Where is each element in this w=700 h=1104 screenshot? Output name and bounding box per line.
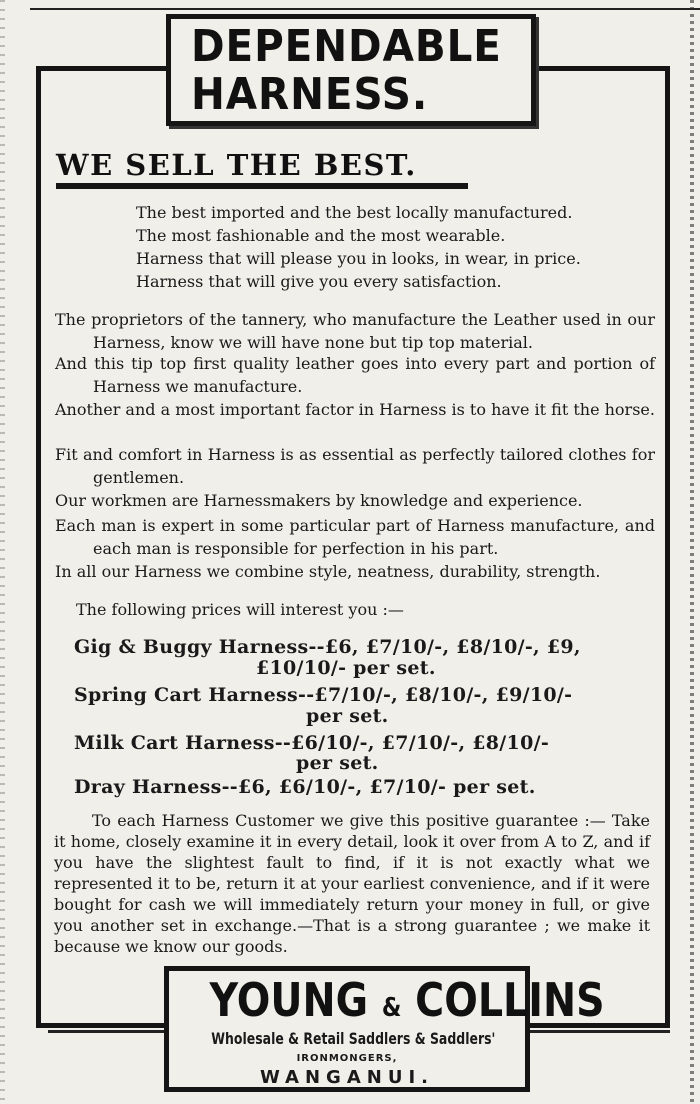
price-line: £10/10/- per set.: [256, 657, 436, 679]
subheading-underline: [56, 183, 468, 189]
price-line: per set.: [306, 705, 389, 727]
paragraph: Our workmen are Harnessmakers by knowledge and experience.: [55, 491, 583, 510]
header-line-1: DEPENDABLE: [191, 21, 502, 72]
header-box: [166, 14, 536, 126]
top-rule: [30, 8, 700, 10]
company-ironmongers: IRONMONGERS,: [296, 1053, 398, 1064]
intro-block: [136, 201, 581, 293]
company-town: WANGANUI.: [260, 1067, 434, 1088]
intro-line: The best imported and the best locally manufactured.: [136, 203, 573, 222]
price-line: per set.: [296, 752, 379, 774]
paragraph: In all our Harness we combine style, neatness, durability, strength.: [55, 562, 601, 581]
price-line: Gig & Buggy Harness--£6, £7/10/-, £8/10/-, £9,: [74, 636, 581, 658]
company-name-ampersand: &: [381, 993, 402, 1023]
paragraph: Fit and comfort in Harness is as essential as perfectly tailored clothes for gentlemen.: [55, 445, 655, 487]
subheading: WE SELL THE BEST.: [56, 148, 417, 182]
company-name-part-2: COLLINS: [415, 973, 605, 1027]
intro-line: The most fashionable and the most wearable.: [136, 226, 506, 245]
intro-line: Harness that will give you every satisfaction.: [136, 272, 502, 291]
paragraph: The proprietors of the tannery, who manufacture the Leather used in our Harness, know we will have none but tip top material.: [55, 310, 655, 352]
page-edge-right: [690, 0, 694, 1104]
price-line: Dray Harness--£6, £6/10/-, £7/10/- per set.: [74, 776, 536, 798]
page-edge-left: [0, 0, 5, 1104]
paragraph: Another and a most important factor in Harness is to have it fit the horse.: [55, 400, 655, 419]
company-name-part-1: YOUNG: [209, 973, 369, 1027]
header-line-2: HARNESS.: [191, 69, 429, 120]
paragraph: Each man is expert in some particular part of Harness manufacture, and each man is responsible for perfection in his part.: [55, 516, 655, 558]
price-line: Milk Cart Harness--£6/10/-, £7/10/-, £8/10/-: [74, 732, 550, 754]
intro-line: Harness that will please you in looks, in wear, in price.: [136, 249, 581, 268]
price-line: Spring Cart Harness--£7/10/-, £8/10/-, £9/10/-: [74, 684, 573, 706]
footer-box: [164, 966, 605, 1092]
paragraph: And this tip top first quality leather goes into every part and portion of Harness we manufacture.: [55, 354, 655, 396]
guarantee-paragraph: To each Harness Customer we give this positive guarantee :— Take it home, closely examine it in every detail, look it over from A to Z, and if you have the slightest fault to find, if it is not exactly what we represented it to be, return it at your earliest convenience, and if it were bought for cash we will immediately return your money in full, or give you another set in exchange.—That is a strong guarantee ; we make it because we know our goods.: [54, 811, 650, 956]
footer-rule-left: [48, 1030, 168, 1033]
company-name: [209, 973, 605, 1033]
footer-rule-right: [530, 1030, 670, 1033]
company-tagline: Wholesale & Retail Saddlers & Saddlers': [211, 1029, 496, 1048]
prices-intro: The following prices will interest you :—: [76, 600, 404, 619]
